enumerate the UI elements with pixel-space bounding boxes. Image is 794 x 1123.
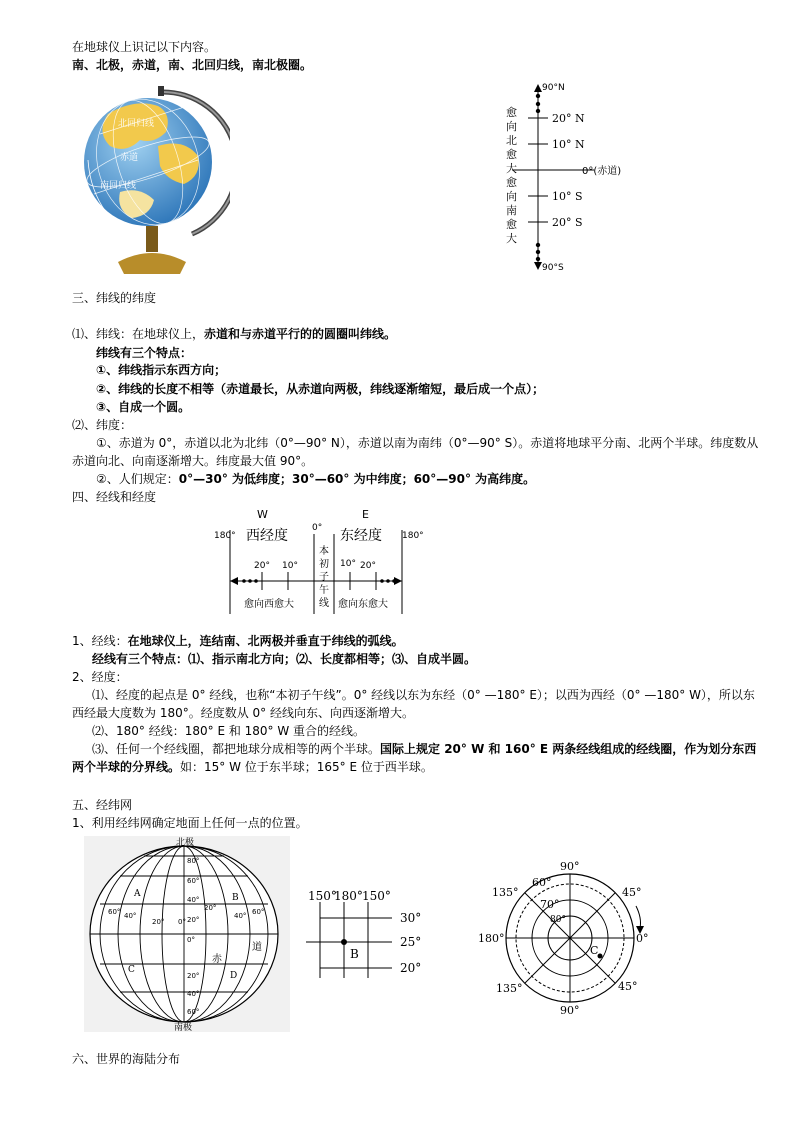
grid-top-180: 180° bbox=[334, 889, 363, 903]
grid-top-150-left: 150° bbox=[308, 889, 337, 903]
latitude-feature-1: ①、纬线指示东西方向； bbox=[96, 363, 227, 377]
south-direction-label bbox=[506, 175, 517, 245]
longitude-paragraph-2: ⑵、180° 经线：180° E 和 180° W 重合的经线。 bbox=[92, 724, 366, 738]
west-increase-label: 愈向西愈大 bbox=[244, 599, 294, 610]
lat-20n: 20° N bbox=[552, 112, 585, 125]
latitude-feature-3: ③、自成一个圆。 bbox=[96, 400, 191, 414]
svg-text:40°: 40° bbox=[124, 912, 137, 920]
intro-bold-line: 南、北极，赤道，南、北回归线，南北极圈。 bbox=[72, 58, 313, 72]
svg-text:20°: 20° bbox=[152, 918, 165, 926]
meridian-features: 经线有三个特点：⑴、指示南北方向；⑵、长度都相等；⑶、自成半圆。 bbox=[92, 652, 477, 666]
latitude-features-title: 纬线有三个特点： bbox=[96, 346, 193, 360]
east-e: E bbox=[362, 508, 369, 521]
svg-text:60°: 60° bbox=[187, 877, 200, 885]
polar-90-bottom: 90° bbox=[560, 1004, 580, 1016]
svg-text:20°: 20° bbox=[187, 916, 200, 924]
latitude-line-definition: ⑴、纬线：在地球仪上，赤道和与赤道平行的的圆圈叫纬线。 bbox=[72, 327, 397, 341]
svg-text:初: 初 bbox=[319, 559, 329, 570]
w10-label: 10° bbox=[282, 561, 298, 571]
west-w: W bbox=[257, 508, 268, 521]
meridian-definition: 1、经线：在地球仪上，连结南、北两极并垂直于纬线的弧线。 bbox=[72, 634, 404, 648]
svg-text:本: 本 bbox=[319, 546, 329, 557]
polar-45-top: 45° bbox=[622, 886, 642, 899]
svg-text:40°: 40° bbox=[234, 912, 247, 920]
grid-top-150-right: 150° bbox=[362, 889, 391, 903]
prime-meridian-label bbox=[319, 544, 329, 609]
east-longitude-label: 东经度 bbox=[340, 528, 382, 544]
svg-text:20°: 20° bbox=[187, 972, 200, 980]
east-increase-label: 愈向东愈大 bbox=[338, 599, 388, 610]
e10-label: 10° bbox=[340, 559, 356, 569]
svg-text:愈: 愈 bbox=[506, 218, 517, 231]
polar-point-c: C bbox=[590, 944, 599, 957]
equator-char-2: 道 bbox=[252, 942, 262, 953]
latitude-degree-paragraph: ①、赤道为 0°，赤道以北为北纬（0°—90° N），赤道以南为南纬（0°—90° S）。赤道将地球平分南、北两个半球。纬度数从赤道向北、向南逐渐增大。纬度最大值 90°。 bbox=[72, 436, 759, 468]
e20-label: 20° bbox=[360, 561, 376, 571]
latitude-feature-2: ②、纬线的长度不相等（赤道最长，从赤道向两极，纬线逐渐缩短，最后成一个点）； bbox=[96, 382, 545, 396]
svg-text:南: 南 bbox=[506, 204, 517, 217]
latitude-zones: ②、人们规定：0°—30° 为低纬度；30°—60° 为中纬度；60°—90° 为高纬度。 bbox=[96, 472, 536, 486]
longitude-paragraph-1: ⑴、经度的起点是 0° 经线，也称“本初子午线”。0° 经线以东为东经（0° —180° E）；以西为西经（0° —180° W），所以东西经最大度数为 180°。经度数从 0° 经线向东、向西逐渐增大。 bbox=[72, 688, 755, 720]
latitude-scale-diagram bbox=[498, 80, 638, 276]
svg-text:向: 向 bbox=[506, 120, 517, 133]
svg-text:北: 北 bbox=[506, 134, 517, 147]
longitude-scale-diagram bbox=[210, 506, 430, 618]
section5-heading: 五、经纬网 bbox=[72, 798, 133, 812]
equator-char-1: 赤 bbox=[212, 954, 222, 965]
south-pole-label: 南极 bbox=[174, 1023, 193, 1032]
longitude-heading: 2、经度： bbox=[72, 670, 128, 684]
lat-10n: 10° N bbox=[552, 138, 585, 151]
polar-70: 70° bbox=[540, 898, 560, 911]
equator-label: 赤道 bbox=[120, 153, 139, 163]
svg-text:0°: 0° bbox=[178, 918, 186, 926]
longitude-paragraph-3: ⑶、任何一个经线圈，都把地球分成相等的两个半球。国际上规定 20° W 和 160° E 两条经线组成的经线圈，作为划分东西两个半球的分界线。如：15° W 位于东半球；165° E 位于西半球。 bbox=[72, 742, 757, 774]
polar-80: 80° bbox=[550, 915, 566, 925]
svg-text:向: 向 bbox=[506, 190, 517, 203]
latitude-degree-heading: ⑵、纬度： bbox=[72, 418, 133, 432]
polar-45-bottom: 45° bbox=[618, 980, 638, 993]
point-b: B bbox=[232, 893, 239, 903]
svg-text:大: 大 bbox=[506, 162, 517, 175]
svg-text:60°: 60° bbox=[252, 908, 265, 916]
south-tropic-label: 南回归线 bbox=[100, 181, 137, 191]
polar-135-top: 135° bbox=[492, 886, 519, 899]
point-c: C bbox=[128, 965, 135, 975]
section6-heading: 六、世界的海陆分布 bbox=[72, 1052, 181, 1066]
point-a: A bbox=[134, 889, 141, 899]
polar-60: 60° bbox=[532, 876, 552, 889]
svg-text:线: 线 bbox=[319, 598, 329, 609]
left-180-label: 180° bbox=[214, 531, 236, 541]
lat-20s: 20° S bbox=[552, 216, 583, 229]
svg-text:子: 子 bbox=[319, 572, 329, 583]
svg-text:40°: 40° bbox=[187, 896, 200, 904]
lat-10s: 10° S bbox=[552, 190, 583, 203]
lat-90n: 90°N bbox=[542, 83, 565, 93]
north-direction-label bbox=[506, 105, 517, 175]
graticule-globe-diagram bbox=[84, 836, 290, 1032]
svg-text:大: 大 bbox=[506, 232, 517, 245]
point-d: D bbox=[230, 971, 238, 981]
grid-right-25: 25° bbox=[400, 935, 422, 949]
polar-projection-diagram bbox=[470, 856, 660, 1016]
polar-0: 0° bbox=[636, 932, 649, 945]
polar-135-bottom: 135° bbox=[496, 982, 523, 995]
lat-zero: 0°(赤道) bbox=[582, 166, 622, 177]
svg-text:60°: 60° bbox=[108, 908, 121, 916]
intro-line: 在地球仪上识记以下内容。 bbox=[72, 40, 217, 54]
grid-right-20: 20° bbox=[400, 961, 422, 975]
globe-illustration bbox=[80, 84, 230, 284]
svg-text:愈: 愈 bbox=[506, 148, 517, 161]
section3-heading: 三、纬线的纬度 bbox=[72, 291, 157, 305]
svg-text:40°: 40° bbox=[187, 990, 200, 998]
north-pole-label: 北极 bbox=[176, 838, 195, 848]
small-grid-diagram bbox=[300, 886, 440, 986]
svg-text:愈: 愈 bbox=[506, 176, 517, 189]
west-longitude-label: 西经度 bbox=[246, 528, 288, 544]
grid-right-30: 30° bbox=[400, 911, 422, 925]
polar-90-top: 90° bbox=[560, 860, 580, 873]
w20-label: 20° bbox=[254, 561, 270, 571]
section4-heading: 四、经线和经度 bbox=[72, 490, 157, 504]
svg-text:60°: 60° bbox=[187, 1008, 200, 1016]
svg-text:午: 午 bbox=[319, 585, 329, 596]
zero-degree-label: 0° bbox=[312, 523, 323, 533]
polar-180: 180° bbox=[478, 932, 505, 945]
section5-intro: 1、利用经纬网确定地面上任何一点的位置。 bbox=[72, 816, 308, 830]
north-tropic-label: 北回归线 bbox=[118, 119, 155, 129]
svg-text:愈: 愈 bbox=[506, 106, 517, 119]
lat-90s: 90°S bbox=[542, 263, 564, 273]
svg-text:20°: 20° bbox=[204, 904, 217, 912]
svg-text:80°: 80° bbox=[187, 857, 200, 865]
svg-text:0°: 0° bbox=[187, 936, 195, 944]
right-180-label: 180° bbox=[402, 531, 424, 541]
grid-point-b: B bbox=[350, 947, 359, 961]
